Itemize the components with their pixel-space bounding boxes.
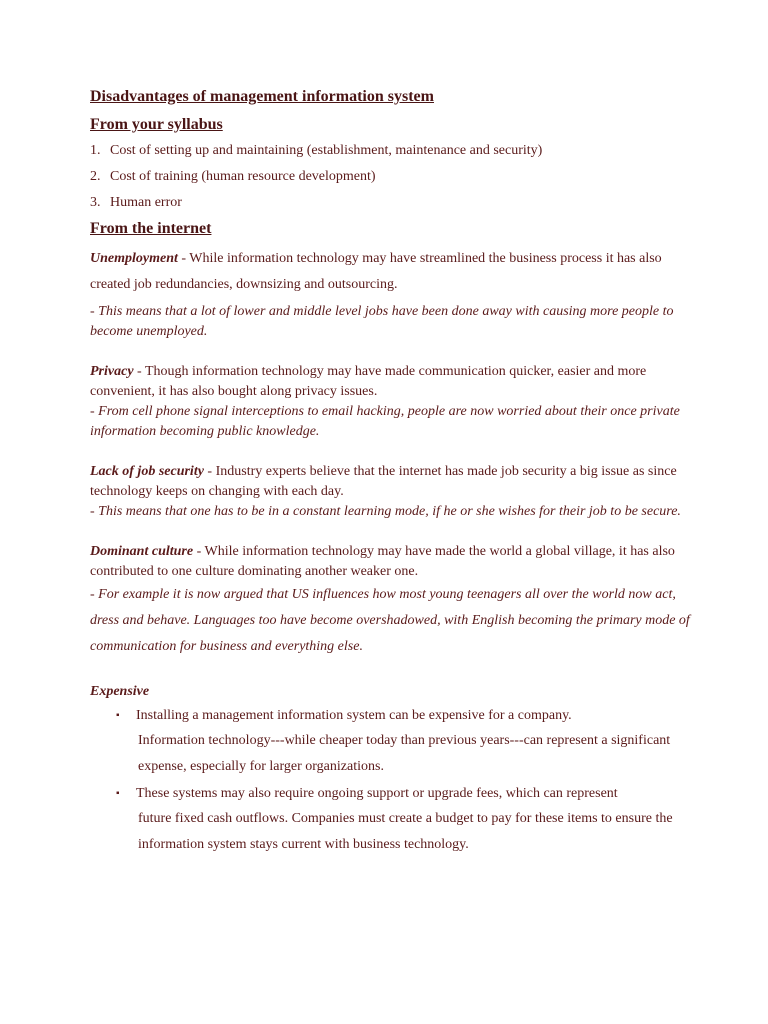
paragraph-privacy (90, 362, 690, 442)
paragraph-note: - From cell phone signal interceptions to email hacking, people are now worried about their once private information becoming public knowledge. (90, 404, 680, 439)
list-item: ▪ Installing a management information system can be expensive for a company. Information technology---while cheaper today than previous years---can represent a significant expense, especially for larger organizations. (90, 704, 690, 780)
expensive-list (90, 704, 690, 858)
list-item: ▪ These systems may also require ongoing support or upgrade fees, which can represent future fixed cash outflows. Companies must create a budget to pay for these items to ensure the information system stays current with business technology. (90, 782, 690, 858)
term-label: Unemployment (90, 251, 178, 266)
syllabus-heading: From your syllabus (90, 116, 223, 133)
term-label: Lack of job security (90, 464, 204, 479)
internet-heading: From the internet (90, 220, 212, 237)
term-label: Dominant culture (90, 544, 194, 559)
paragraph-job-security (90, 462, 690, 522)
bullet-icon: ▪ (116, 710, 120, 721)
document-title: Disadvantages of management information system (90, 88, 434, 105)
paragraph-note: - This means that one has to be in a constant learning mode, if he or she wishes for their job to be secure. (90, 504, 681, 519)
term-label: Privacy (90, 364, 134, 379)
syllabus-list (90, 142, 690, 212)
document-body (90, 88, 690, 860)
list-item: 3. Human error (90, 195, 182, 210)
paragraph-note: - For example it is now argued that US influences how most young teenagers all over the world now act, dress and behave. Languages too have become overshadowed, with English becoming the primary mode of communication for business and everything else. (90, 587, 690, 654)
paragraph-text: - Though information technology may have made communication quicker, easier and more convenient, it has also bought along privacy issues. (90, 364, 647, 399)
paragraph-unemployment (90, 246, 690, 342)
paragraph-note: - This means that a lot of lower and middle level jobs have been done away with causing more people to become unemployed. (90, 304, 674, 339)
paragraph-text: - While information technology may have made the world a global village, it has also contributed to one culture dominating another weaker one. (90, 544, 675, 579)
paragraph-dominant-culture (90, 542, 690, 660)
list-item: 1. Cost of setting up and maintaining (establishment, maintenance and security) (90, 143, 543, 158)
expensive-heading: Expensive (90, 684, 150, 699)
paragraph-text: - Industry experts believe that the internet has made job security a big issue as since technology keeps on changing with each day. (90, 464, 677, 499)
paragraph-text: - While information technology may have streamlined the business process it has also created job redundancies, downsizing and outsourcing. (90, 251, 662, 292)
list-item: 2. Cost of training (human resource development) (90, 169, 376, 184)
bullet-icon: ▪ (116, 788, 120, 799)
